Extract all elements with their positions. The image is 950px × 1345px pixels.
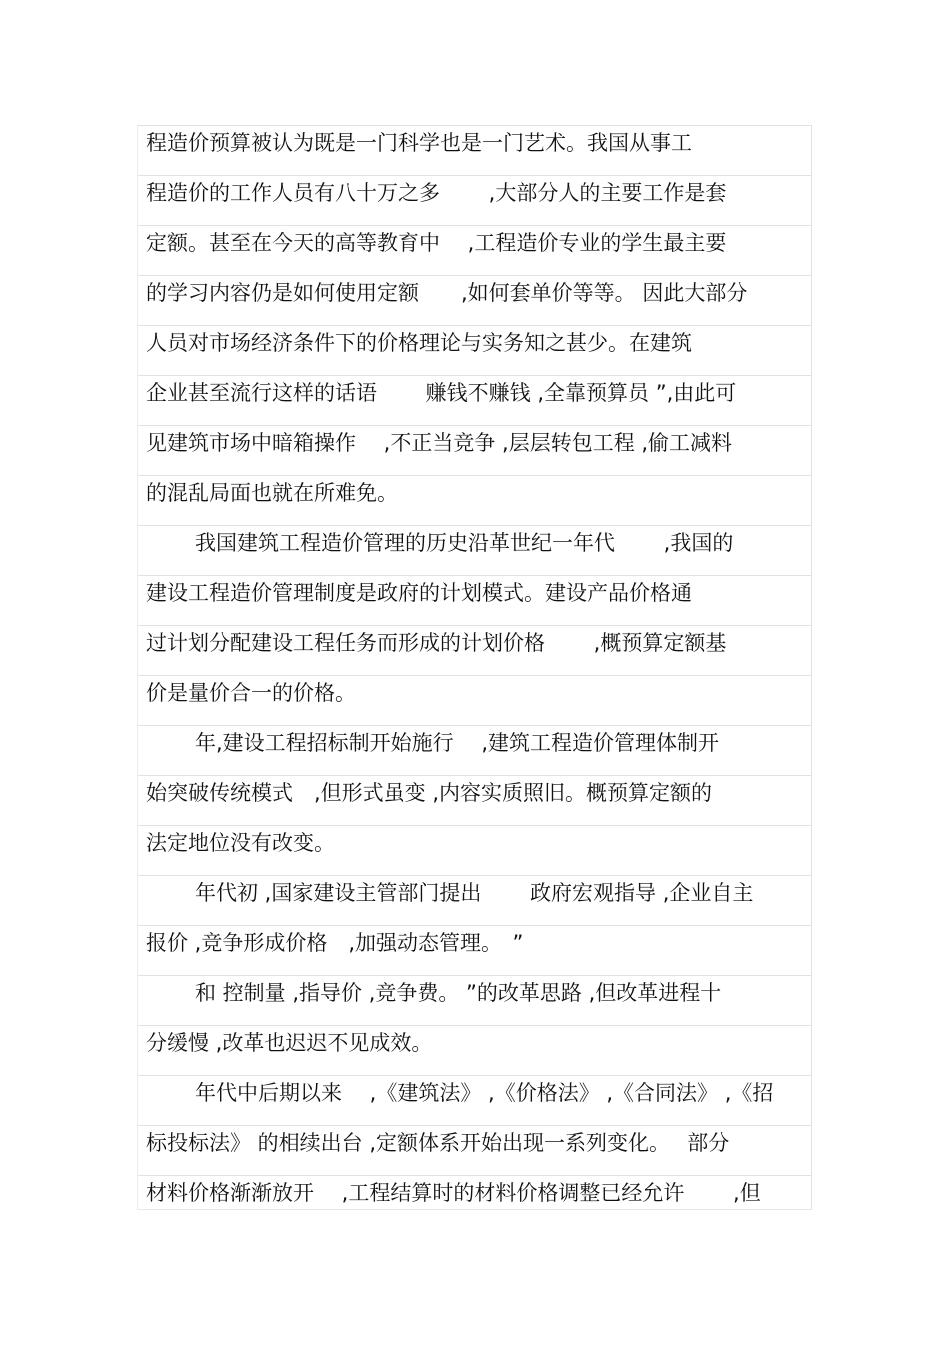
text-line: 年,建设工程招标制开始施行 ,建筑工程造价管理体制开 (137, 725, 812, 775)
text-line: 分缓慢 ,改革也迟迟不见成效。 (137, 1025, 812, 1075)
text-line: 始突破传统模式 ,但形式虽变 ,内容实质照旧。概预算定额的 (137, 775, 812, 825)
text-line: 过计划分配建设工程任务而形成的计划价格 ,概预算定额基 (137, 625, 812, 675)
text-line: 企业甚至流行这样的话语 赚钱不赚钱 ,全靠预算员 ”,由此可 (137, 375, 812, 425)
text-line: 价是量价合一的价格。 (137, 675, 812, 725)
text-line: 年代中后期以来 ,《建筑法》 ,《价格法》 ,《合同法》 ,《招 (137, 1075, 812, 1125)
text-line: 的混乱局面也就在所难免。 (137, 475, 812, 525)
text-line: 我国建筑工程造价管理的历史沿革世纪一年代 ,我国的 (137, 525, 812, 575)
text-line: 定额。甚至在今天的高等教育中 ,工程造价专业的学生最主要 (137, 225, 812, 275)
text-line: 见建筑市场中暗箱操作 ,不正当竞争 ,层层转包工程 ,偷工减料 (137, 425, 812, 475)
text-line: 标投标法》 的相续出台 ,定额体系开始出现一系列变化。 部分 (137, 1125, 812, 1175)
text-line: 材料价格渐渐放开 ,工程结算时的材料价格调整已经允许 ,但 (137, 1175, 812, 1210)
text-line: 建设工程造价管理制度是政府的计划模式。建设产品价格通 (137, 575, 812, 625)
text-line: 报价 ,竞争形成价格 ,加强动态管理。 ” (137, 925, 812, 975)
text-line: 法定地位没有改变。 (137, 825, 812, 875)
text-line: 程造价预算被认为既是一门科学也是一门艺术。我国从事工 (137, 125, 812, 175)
text-line: 年代初 ,国家建设主管部门提出 政府宏观指导 ,企业自主 (137, 875, 812, 925)
text-line: 程造价的工作人员有八十万之多 ,大部分人的主要工作是套 (137, 175, 812, 225)
text-line: 和 控制量 ,指导价 ,竞争费。 ”的改革思路 ,但改革进程十 (137, 975, 812, 1025)
document-body (137, 125, 812, 1210)
text-line: 人员对市场经济条件下的价格理论与实务知之甚少。在建筑 (137, 325, 812, 375)
text-line: 的学习内容仍是如何使用定额 ,如何套单价等等。 因此大部分 (137, 275, 812, 325)
